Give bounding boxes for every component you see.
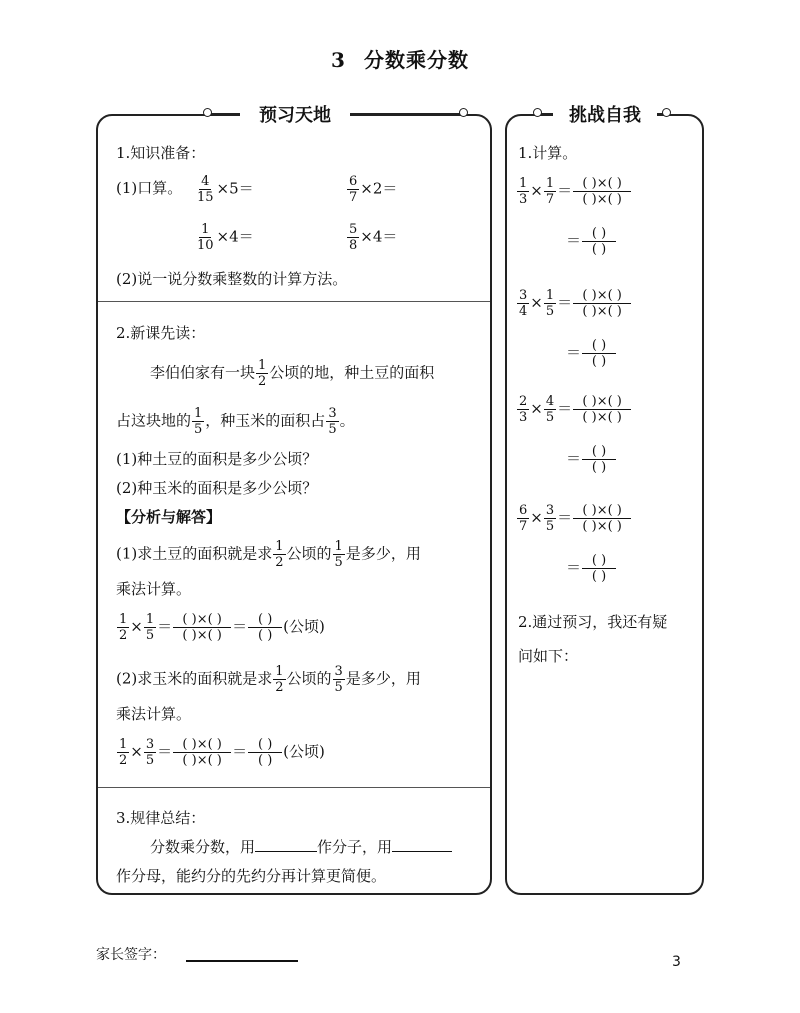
header-dot-left xyxy=(203,108,212,117)
parent-signature-line[interactable] xyxy=(186,960,298,962)
s2-problem-line1: 李伯伯家有一块 $\frac{1}{2}$ 公顷的地，种土豆的面积 xyxy=(150,358,435,389)
fraction: $\frac{3}{5}$ xyxy=(545,503,555,534)
parent-signature-label: 家长签字： xyxy=(96,947,166,963)
blank-fraction[interactable]: $\frac{( )\times( )}{( )\times( )}$ xyxy=(573,288,631,319)
calc-expression: $\frac{6}{7}$ × $\frac{3}{5}$ ＝ $\frac{( )\times( )}{( )\times( )}$ xyxy=(516,503,632,534)
analysis-2-line1: (2)求玉米的面积就是求 $\frac{1}{2}$ 公顷的 $\frac{3}{5}$ 是多少，用 xyxy=(116,664,421,695)
page-number: 3 xyxy=(672,954,681,970)
fill-blank[interactable] xyxy=(255,851,317,852)
fraction: $\frac{1}{5}$ xyxy=(194,406,203,437)
fraction: $\frac{1}{10}$ xyxy=(197,222,214,253)
fraction: $\frac{1}{2}$ xyxy=(258,358,267,389)
lesson-title: 分数乘分数 xyxy=(363,48,469,72)
calc-result: ＝ $\frac{( )}{( )}$ xyxy=(566,338,617,369)
blank-fraction[interactable]: $\frac{( )}{( )}$ xyxy=(582,553,616,584)
fill-blank[interactable] xyxy=(392,851,452,852)
fraction: $\frac{2}{3}$ xyxy=(519,394,528,425)
s3-heading: 3.规律总结： xyxy=(116,809,206,827)
r-q2-line1: 2.通过预习，我还有疑 xyxy=(518,613,668,631)
blank-fraction[interactable]: $\frac{( )}{( )}$ xyxy=(582,338,616,369)
preview-panel xyxy=(96,114,492,895)
s2-question-2: (2)种玉米的面积是多少公顷？ xyxy=(116,479,318,497)
blank-fraction[interactable]: $\frac{( )\times( )}{( )\times( )}$ xyxy=(573,503,631,534)
blank-fraction[interactable]: $\frac{( )\times( )}{( )\times( )}$ xyxy=(173,737,231,768)
blank-fraction[interactable]: $\frac{( )}{( )}$ xyxy=(582,226,616,257)
fraction: $\frac{1}{2}$ xyxy=(275,539,284,570)
page-title xyxy=(0,44,800,73)
fraction: $\frac{5}{8}$ xyxy=(349,222,358,253)
blank-fraction[interactable]: $\frac{( )}{( )}$ xyxy=(248,612,282,643)
fraction: $\frac{6}{7}$ xyxy=(349,174,358,205)
oral-item: $\frac{6}{7}$ ×2＝ xyxy=(349,174,398,205)
q1-prefix: (1)口算。 xyxy=(116,179,183,197)
fraction: $\frac{3}{5}$ xyxy=(328,406,337,437)
fraction: $\frac{1}{3}$ xyxy=(519,176,528,207)
fraction: $\frac{6}{7}$ xyxy=(519,503,528,534)
blank-fraction[interactable]: $\frac{( )}{( )}$ xyxy=(582,444,616,475)
section-divider xyxy=(98,301,490,302)
oral-item: $\frac{1}{10}$ ×4＝ xyxy=(197,222,254,253)
fraction: $\frac{4}{5}$ xyxy=(545,394,555,425)
equation-2: $\frac{1}{2}$ × $\frac{3}{5}$ ＝ $\frac{( )\times( )}{( )\times( )}$ ＝ $\frac{( )}{( )}$ (公顷) xyxy=(119,737,325,768)
fraction: $\frac{1}{7}$ xyxy=(545,176,555,207)
fraction: $\frac{1}{2}$ xyxy=(275,664,284,695)
r-heading: 1.计算。 xyxy=(518,144,578,162)
oral-item: $\frac{5}{8}$ ×4＝ xyxy=(349,222,398,253)
fraction: $\frac{4}{15}$ xyxy=(197,174,214,205)
s2-question-1: (1)种土豆的面积是多少公顷？ xyxy=(116,450,318,468)
s2-heading: 2.新课先读： xyxy=(116,324,206,342)
calc-result: ＝ $\frac{( )}{( )}$ xyxy=(566,226,617,257)
analysis-heading: 【分析与解答】 xyxy=(116,508,222,526)
blank-fraction[interactable]: $\frac{( )\times( )}{( )\times( )}$ xyxy=(173,612,231,643)
fraction: $\frac{1}{2}$ xyxy=(119,737,128,768)
s3-line1: 分数乘分数，用 作分子，用 xyxy=(150,837,452,857)
fraction: $\frac{3}{4}$ xyxy=(519,288,528,319)
equation-1: $\frac{1}{2}$ × $\frac{1}{5}$ ＝ $\frac{( )\times( )}{( )\times( )}$ ＝ $\frac{( )}{( )}$ (公顷) xyxy=(119,612,325,643)
s1-oral-calc xyxy=(116,174,182,202)
header-dot-right xyxy=(662,108,671,117)
s3-line2: 作分母，能约分的先约分再计算更简便。 xyxy=(116,867,387,885)
blank-fraction[interactable]: $\frac{( )\times( )}{( )\times( )}$ xyxy=(573,176,631,207)
preview-header: 预习天地 xyxy=(240,101,350,127)
header-dot-left xyxy=(533,108,542,117)
fraction: $\frac{1}{2}$ xyxy=(119,612,128,643)
analysis-1-line1: (1)求土豆的面积就是求 $\frac{1}{2}$ 公顷的 $\frac{1}{5}$ 是多少，用 xyxy=(116,539,421,570)
oral-item: $\frac{4}{15}$ ×5＝ xyxy=(197,174,254,205)
calc-result: ＝ $\frac{( )}{( )}$ xyxy=(566,553,617,584)
calc-expression: $\frac{2}{3}$ × $\frac{4}{5}$ ＝ $\frac{( )\times( )}{( )\times( )}$ xyxy=(516,394,632,425)
fraction: $\frac{3}{5}$ xyxy=(145,737,155,768)
fraction: $\frac{3}{5}$ xyxy=(334,664,343,695)
lesson-number: 3 xyxy=(331,48,346,72)
analysis-1-line2: 乘法计算。 xyxy=(116,580,192,598)
calc-expression: $\frac{1}{3}$ × $\frac{1}{7}$ ＝ $\frac{( )\times( )}{( )\times( )}$ xyxy=(516,176,632,207)
header-dot-right xyxy=(459,108,468,117)
fraction: $\frac{1}{5}$ xyxy=(145,612,155,643)
r-q2-line2: 问如下： xyxy=(518,647,579,665)
calc-result: ＝ $\frac{( )}{( )}$ xyxy=(566,444,617,475)
s1-heading: 1.知识准备： xyxy=(116,144,206,162)
section-divider xyxy=(98,787,490,788)
challenge-header: 挑战自我 xyxy=(553,101,657,127)
fraction: $\frac{1}{5}$ xyxy=(545,288,555,319)
fraction: $\frac{1}{5}$ xyxy=(334,539,343,570)
blank-fraction[interactable]: $\frac{( )\times( )}{( )\times( )}$ xyxy=(573,394,631,425)
blank-fraction[interactable]: $\frac{( )}{( )}$ xyxy=(248,737,282,768)
s2-problem-line2: 占这块地的 $\frac{1}{5}$ ，种玉米的面积占 $\frac{3}{5}$ 。 xyxy=(116,406,355,437)
calc-expression: $\frac{3}{4}$ × $\frac{1}{5}$ ＝ $\frac{( )\times( )}{( )\times( )}$ xyxy=(516,288,632,319)
s1-q2: (2)说一说分数乘整数的计算方法。 xyxy=(116,270,348,288)
analysis-2-line2: 乘法计算。 xyxy=(116,705,192,723)
